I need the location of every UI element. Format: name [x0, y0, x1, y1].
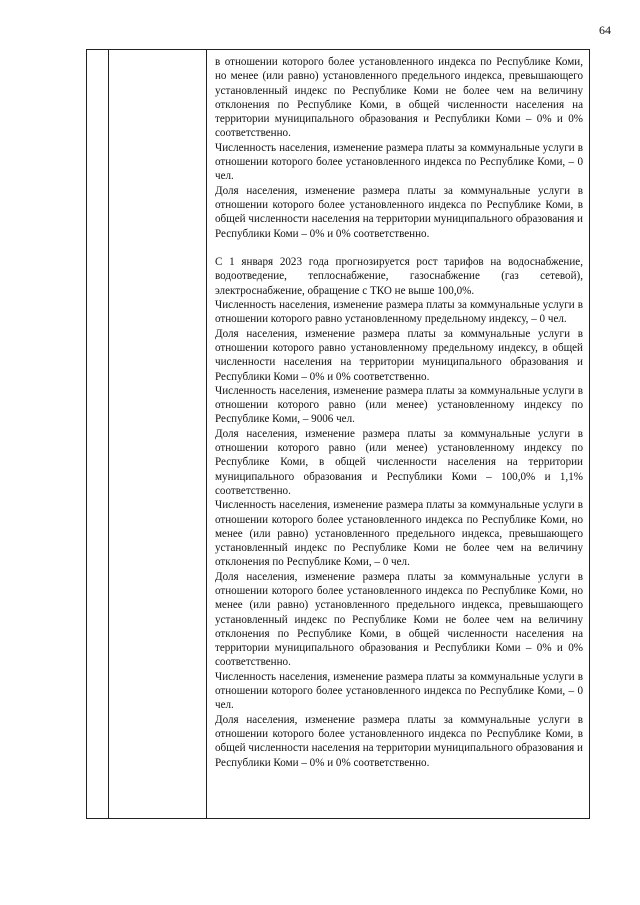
paragraph: Доля населения, изменение размера платы за коммунальные услуги в отношении которого более установленного индекса по Республике Коми, в общей численности населения на территории муниципального образования и Республики Коми – 0% и 0% соответственно.	[215, 184, 583, 240]
paragraph: Доля населения, изменение размера платы за коммунальные услуги в отношении которого равно установленному предельному индексу, в общей численности населения на территории муниципального образования и Республики Коми – 0% и 0% соответственно.	[215, 327, 583, 383]
paragraph: Численность населения, изменение размера платы за коммунальные услуги в отношении которого равно установленному предельному индексу, – 0 чел.	[215, 299, 583, 326]
paragraph: Численность населения, изменение размера платы за коммунальные услуги в отношении которого более установленного индекса по Республике Коми, – 0 чел.	[215, 670, 583, 712]
paragraph: Доля населения, изменение размера платы за коммунальные услуги в отношении которого равно (или менее) установленному индексу по Республике Коми, в общей численности населения на территории муниципального образования и Республики Коми – 100,0% и 1,1% соответственно.	[215, 427, 583, 497]
paragraph: Численность населения, изменение размера платы за коммунальные услуги в отношении которого более установленного индекса по Республике Коми, но менее (или равно) установленного предельного индекса, превышающего установленный индекс по Республике Коми не более чем на величину отклонения по Республике Коми, – 0 чел.	[215, 499, 583, 569]
paragraph: в отношении которого более установленного индекса по Республике Коми, но менее (или равно) установленного предельного индекса, превышающего установленный индекс по Республике Коми не более чем на величину отклонения по Республике Коми, в общей численности населения на территории муниципального образования и Республики Коми – 0% и 0% соответственно.	[215, 56, 583, 140]
paragraph: Численность населения, изменение размера платы за коммунальные услуги в отношении которого более установленного индекса по Республике Коми, – 0 чел.	[215, 141, 583, 183]
page-number: 64	[599, 23, 611, 37]
document-table	[86, 49, 590, 819]
paragraph: Численность населения, изменение размера платы за коммунальные услуги в отношении которого равно (или менее) установленному индексу по Республике Коми, – 9006 чел.	[215, 384, 583, 426]
column-divider	[206, 50, 207, 818]
paragraph: С 1 января 2023 года прогнозируется рост тарифов на водоснабжение, водоотведение, теплоснабжение, газоснабжение (газ сетевой), электроснабжение, обращение с ТКО не выше 100,0%.	[215, 256, 583, 297]
paragraph-gap	[215, 241, 583, 255]
column-divider	[108, 50, 109, 818]
paragraph: Доля населения, изменение размера платы за коммунальные услуги в отношении которого более установленного индекса по Республике Коми, в общей численности населения на территории муниципального образования и Республики Коми – 0% и 0% соответственно.	[215, 713, 583, 769]
paragraph: Доля населения, изменение размера платы за коммунальные услуги в отношении которого более установленного индекса по Республике Коми, но менее (или равно) установленного предельного индекса, превышающего установленный индекс по Республике Коми не более чем на величину отклонения по Республике Коми, в общей численности населения на территории муниципального образования и Республики Коми – 0% и 0% соответственно.	[215, 570, 583, 669]
table-cell-text	[215, 55, 583, 770]
